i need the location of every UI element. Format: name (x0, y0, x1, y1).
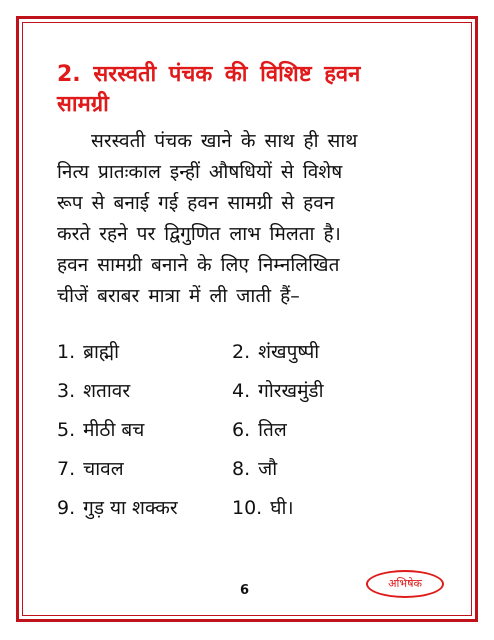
ingredient-row (57, 377, 447, 407)
ingredient-row (57, 416, 447, 446)
ingredient-name: शंखपुष्पी (258, 341, 320, 363)
paragraph-line: करते रहने पर द्विगुणित लाभ मिलता है। (57, 223, 341, 245)
ingredient-number: 9. (57, 497, 76, 519)
ingredient-item (57, 338, 119, 364)
ingredient-item (232, 338, 319, 364)
ingredient-name: ब्राह्मी (83, 341, 120, 363)
paragraph-line: रूप से बनाई गई हवन सामग्री से हवन (57, 192, 335, 214)
ingredient-row (57, 338, 447, 368)
ingredient-item (57, 416, 144, 442)
page-number: 6 (240, 583, 250, 598)
ingredient-item (57, 455, 124, 481)
ingredient-item (232, 377, 324, 403)
ingredient-name: जौ (258, 458, 278, 480)
ingredient-name: मीठी बच (83, 419, 145, 441)
ingredient-number: 5. (57, 419, 76, 441)
paragraph-line: नित्य प्रातःकाल इन्हीं औषधियों से विशेष (57, 161, 343, 183)
ingredient-name: गुड़ या शक्कर (83, 497, 178, 519)
ingredient-name: चावल (83, 458, 124, 480)
ingredient-row (57, 494, 447, 524)
ingredient-number: 6. (232, 419, 251, 441)
ingredient-number: 10. (232, 497, 263, 519)
ingredient-row (57, 455, 447, 485)
ingredient-number: 3. (57, 380, 76, 402)
ingredient-item (232, 416, 287, 442)
author-stamp: अभिषेक (366, 570, 444, 598)
section-heading-line-1: 2. सरस्वती पंचक की विशिष्ट हवन (57, 62, 361, 87)
ingredient-name: घी। (270, 497, 294, 519)
ingredient-number: 2. (232, 341, 251, 363)
ingredient-name: तिल (258, 419, 287, 441)
ingredient-item (232, 455, 277, 481)
section-heading (57, 60, 447, 120)
ingredient-name: गोरखमुंडी (258, 380, 324, 402)
ingredient-number: 7. (57, 458, 76, 480)
section-heading-line-2: सामग्री (57, 92, 109, 117)
paragraph-line: सरस्वती पंचक खाने के साथ ही साथ (91, 130, 358, 152)
ingredient-item (232, 494, 294, 520)
paragraph-line: चीजें बराबर मात्रा में ली जाती हैं– (57, 285, 300, 307)
ingredient-item (57, 494, 178, 520)
ingredient-number: 8. (232, 458, 251, 480)
body-paragraph (57, 126, 447, 312)
paragraph-line: हवन सामग्री बनाने के लिए निम्नलिखित (57, 254, 340, 276)
ingredient-number: 4. (232, 380, 251, 402)
ingredient-name: शतावर (83, 380, 131, 402)
ingredient-number: 1. (57, 341, 76, 363)
ingredient-item (57, 377, 130, 403)
